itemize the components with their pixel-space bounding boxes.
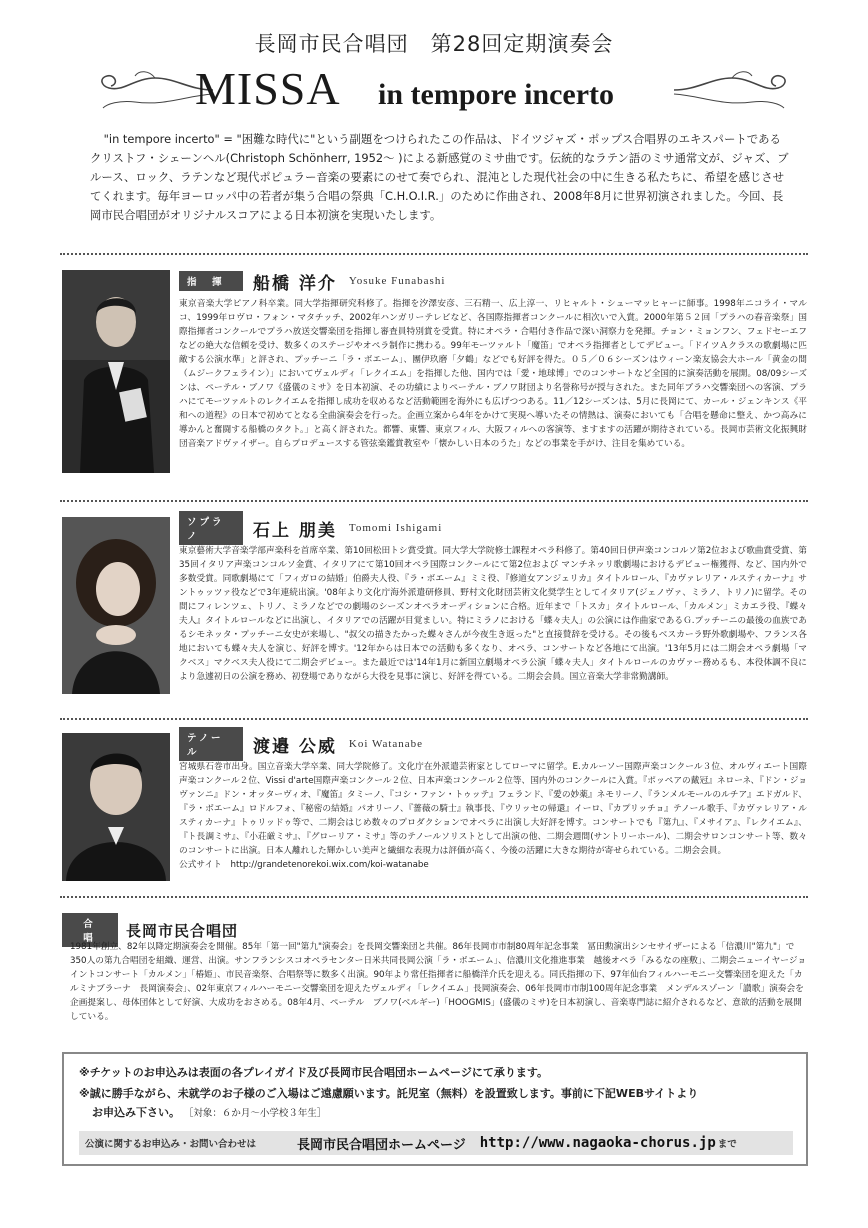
- artist-soprano: [62, 517, 810, 697]
- artist-bio: 東京音楽大学ピアノ科卒業。同大学指揮研究科修了。指揮を汐澤安彦、三石精一、広上淳一、リヒャルト・シューマッヒャーに師事。1998年ニコライ・マルコ、1999年ロヴロ・フォン・マタチッチ、2002年ハンガリーテレビなど、各国際指揮者コンクールに相次いで入賞。2000年第５２回「プラハの春音楽祭」国際指揮者コンクールでプラハ放送交響楽団を指揮し審査員特別賞を受賞。特にオペラ・合唱付き作品で深い洞察力を発揮。チョン・ミョンフン、フェドセーエフなどの絶大な信頼を受け、数多くのステージやオペラ制作に携わる。99年モーツァルト「魔笛」でオペラ指揮者としてデビュー。「ドイツＡクラスの歌劇場に匹敵する公演水準」と評され、プッチーニ「ラ・ボエーム」、團伊玖磨「夕鶴」などでも好評を得た。０５／０６シーズンはウィーン楽友協会大ホール「黄金の間（ムジークフェライン）」においてヴェルディ「レクイエム」を指揮した他、国内では「愛・地球博」でのコンサートなど全国的に演奏活動を展開。08/09シーズンは、ペーテル・ブノワ《盛儀のミサ》を日本初演、その功績によりペーテル・ブノワ財団より名誉称号が授与された。また同年ブラハ交響楽団への客演、プラハにてモーツァルトのレクイエムを指揮し成功を収めるなど活動範囲を海外にも広げつつある。11／12シーズンは、5月に長岡にて、カール・ジェンキンス《平和への道程》の日本で初めてとなる全曲演奏会を行った。企画立案から4年をかけて実現へ導いたその情熱は、演奏においても「合唱を懸命に整え、かつ高みに導かんと奮闘する船橋のタクト。」と高く評された。都響、東響、東京フィル、大阪フィルへの客演等、ますますの活躍が期待されている。長岡市芸術文化振興財団音楽アドヴァイザー。自らプロデュースする管弦楽鑑賞教室や「懐かしい日本のうた」などの事業を手がけ、注目を集めている。: [179, 299, 807, 449]
- title-main: MISSA: [195, 63, 341, 114]
- artist-roman-name: Tomomi Ishigami: [348, 522, 443, 534]
- ticket-notice: ※チケットのお申込みは表面の各プレイガイド及び長岡市民合唱団ホームページにて承ります。: [79, 1066, 548, 1079]
- concert-org-line: 長岡市民合唱団 第28回定期演奏会: [254, 32, 614, 56]
- artist-tenor: [62, 733, 810, 883]
- divider: [60, 896, 808, 898]
- contact-row: [79, 1131, 793, 1155]
- choir-bio: 1981年創立、82年以降定期演奏会を開催。85年「第一回"第九"演奏会」を長岡交響楽団と共催。86年長岡市市制80周年記念事業 冨田勲演出シンセサイザーによる「信濃川"第九"」で350人の第九合唱団を組織、運営、出演。サンフランシスコオペラセンター日米共同長岡公演「ラ・ボエーム」、信濃川文化推進事業 越後オペラ「みるなの座敷」、二期会ニューイヤージョイントコンサート「カルメン」「椿姫」、市民音楽祭、合唱祭等に数多く出演。90年より常任指揮者に船橋洋介氏を迎える。同氏指揮の下、97年仙台フィルハーモニー交響楽団を迎えた「カルミナブラーナ 長岡演奏会」、02年東京フィルハーモニー交響楽団を迎えたヴェルディ「レクイエム」長岡演奏会、06年長岡市市制100周年記念事業 メンデルスゾーン「讃歌」演奏会を企画提案し、母体団体として好演、大成功をおさめる。08年4月、ペーテル ブノワ(ベルギー)「HOOGMIS」(盛儀のミサ)を日本初演し、音楽専門誌に紹介されるなど、意欲的活動を展開している。: [70, 942, 807, 1022]
- intro-paragraph: "in tempore incerto" = "困難な時代に"という副題をつけられたこの作品は、ドイツジャズ・ポップス合唱界のエキスパートであるクリストフ・シェーンヘル(Christoph Schönherr, 1952〜 )による新感覚のミサ曲です。伝統的なラテン語のミサ通常文が、ジャズ、ブルース、ロック、ラテンなど現代ポピュラー音楽の要素にのせて奏でられ、混沌とした現代社会の中に生きる私たちに、希望を感じさせてくれます。毎年ヨーロッパ中の若者が集う合唱の祭典「C.H.O.I.R.」のために作曲され、2008年8月に世界初演されました。今回、長岡市民合唱団がオリジナルスコアによる日本初演を実現いたします。: [90, 132, 789, 222]
- contact-suffix: まで: [717, 1139, 737, 1150]
- role-tag: 合 唱: [62, 913, 118, 947]
- homepage-link[interactable]: 長岡市民合唱団ホームページ: [297, 1137, 466, 1153]
- divider: [60, 718, 808, 720]
- artist-name: 渡邉 公威: [253, 736, 337, 757]
- artist-bio-text: 宮城県石巻市出身。国立音楽大学卒業、同大学院修了。文化庁在外派遣芸術家としてローマに留学。E.カルーソー国際声楽コンクール３位、オルヴィエート国際声楽コンクール２位、Vissi d'arte国際声楽コンクール２位、日本声楽コンクール２位等、国内外のコンクールに入賞。『ポッペアの戴冠』ネローネ、『ドン・ジョヴァンニ』ドン・オッターヴィオ、『魔笛』タミーノ、『コシ・ファン・トゥッテ』フェランド、『愛の妙薬』ネモリーノ、『ランメルモールのルチア』エドガルド、『ラ・ボエーム』ロドルフォ、『秘密の結婚』パオリーノ、『薔薇の騎士』執事長、『ウリッセの帰還』イーロ、『カプリッチョ』テノール歌手、『カヴァレリア・ルスティカーナ』トゥリッドゥ等で、二期会はじめ数々のプロダクションでオペラに出演し大好評を博す。コンサートでも『第九』、『メサイア』、『レクイエム』、『ト長調ミサ』、『小荘厳ミサ』、『グローリア・ミサ』等のテノールソリストとして出演の他、二期会週間(サントリーホール)、二期会サロンコンサート等、数々のコンサートに出演。日本人離れした輝かしい美声と繊細な表現力は評価が高く、今後の活躍に大きな期待が寄せられている。二期会会員。: [179, 762, 807, 856]
- conductor-photo: [62, 270, 170, 473]
- role-tag: テノール: [179, 727, 243, 761]
- artist-name: 船橋 洋介: [253, 273, 337, 294]
- choir-name: 長岡市民合唱団: [126, 921, 239, 940]
- tenor-photo: [62, 733, 170, 881]
- soprano-heading: [179, 517, 443, 542]
- apply-notice-main: お申込み下さい。: [92, 1106, 180, 1119]
- artist-roman-name: Koi Watanabe: [348, 738, 424, 750]
- artist-name: 石上 朋美: [253, 520, 337, 541]
- intro-text: [90, 130, 790, 225]
- artist-bio: 東京藝術大学音楽学部声楽科を首席卒業、第10回松田トシ賞受賞。同大学大学院修士課程オペラ科修了。第40回日伊声楽コンコルソ第2位および歌曲賞受賞、第35回イタリア声楽コンコルソ金賞、イタリアにて第10回オペラ国際コンクールにて第2位および マンチネッリ歌劇場におけるデビュー権獲得、など、国内外で多数受賞。同歌劇場にて「フィガロの結婚」伯爵夫人役、『ラ・ボエーム』ミミ役、『修道女アンジェリカ』タイトルロール、『カヴァレリア・ルスティカーナ』サントゥッツァ役などで3年連続出演。'08年より文化庁海外派遣研修員、野村文化財団芸術文化奨学生としてイタリア(ジェノヴァ、ミラノ、トリノ)に留学。その間にフィレンツェ、トリノ、ミラノなどでの劇場のシーズンオペラオーディションに合格。近年まで「トスカ」タイトルロール、「カルメン」ミカエラ役、『蝶々夫人』タイトルロールなどに出演し、イタリアでの活躍が目覚ましい。特にミラノにおける「蝶々夫人」の公演には作曲家であるＧ.プッチーニの最後の血族であるシモネッタ・プッチーニ女史が来場し、"叔父の描きたかった蝶々さんが今夜生き返った"と直接賛辞を受ける。その後もベスカーラ野外歌劇場や、フランス各地においても蝶々夫人を演じ、好評を博す。'12年からは日本での活動も多くなり、オペラ、コンサートなど各地にて出演。'13年5月には二期会オペラ劇場「マクベス」マクベス夫人役にて二期会デビュー。また最近では'14年1月に新国立劇場オペラ公演「蝶々夫人」タイトルロールのカヴァー務めるも、本役体調不良により急遽初日の公演を務め、初登場でありながら大役を見事に演じ、好評を得ている。二期会会員。国立音楽大学非常勤講師。: [179, 546, 807, 682]
- contact-label: 公演に関するお申込み・お問い合わせは: [85, 1139, 257, 1150]
- role-tag: 指 揮: [179, 271, 243, 291]
- artist-bio: [179, 760, 807, 872]
- artist-conductor: [62, 270, 810, 475]
- right-flourish-icon: [672, 66, 792, 112]
- conductor-heading: [179, 270, 445, 292]
- official-site-link[interactable]: 公式サイト http://grandetenorekoi.wix.com/koi-watanabe: [179, 860, 429, 870]
- apply-notice-target: ［対象：６か月〜小学校３年生］: [183, 1108, 327, 1119]
- homepage-url-link[interactable]: http://www.nagaoka-chorus.jp: [479, 1135, 716, 1151]
- child-notice: ※誠に勝手ながら、未就学のお子様のご入場はご遠慮願います。託児室（無料）を設置致します。事前に下記WEBサイトより: [79, 1087, 699, 1100]
- divider: [60, 500, 808, 502]
- tenor-heading: [179, 733, 424, 758]
- divider: [60, 253, 808, 255]
- role-tag: ソプラノ: [179, 511, 243, 545]
- artist-roman-name: Yosuke Funabashi: [348, 275, 446, 287]
- header: [0, 28, 868, 120]
- soprano-photo: [62, 517, 170, 694]
- notice-box: [62, 1052, 808, 1166]
- apply-notice: [92, 1104, 326, 1120]
- title-sub: in tempore incerto: [378, 78, 615, 111]
- title-block: [0, 62, 868, 120]
